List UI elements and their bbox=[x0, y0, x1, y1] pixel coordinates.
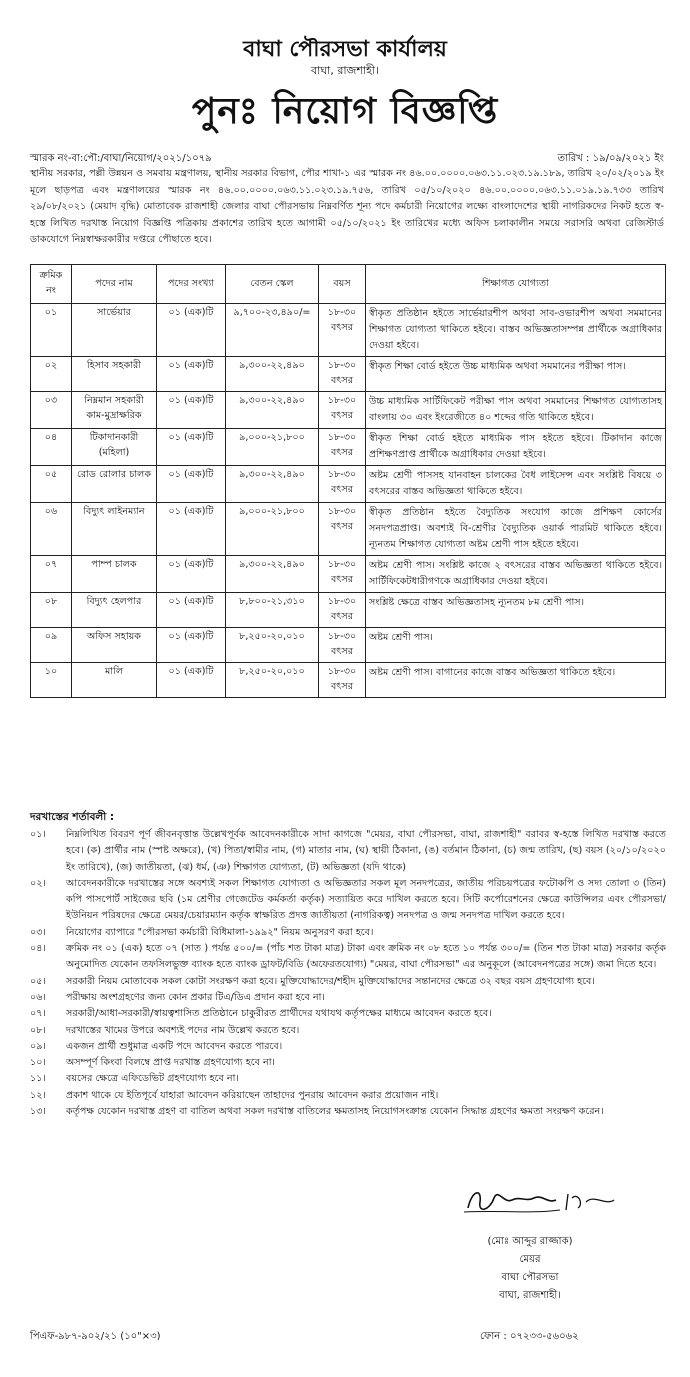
phone-number: ফোন : ০৭২৩৩-৫৬০৬২ bbox=[480, 1331, 579, 1342]
pay-scale: ৮,২৫০-২০,০১০ bbox=[226, 628, 319, 663]
age-limit: ১৮-৩০ বৎসর bbox=[319, 392, 366, 429]
condition-text: একজন প্রার্থী শুধুমাত্র একটি পদে আবেদন করতে পারবে। bbox=[66, 1040, 283, 1052]
qualification: অষ্টম শ্রেণী পাস। বাগানের কাজে বাস্তব অভিজ্ঞতা থাকিতে হইবে। bbox=[366, 663, 666, 698]
post-name: বিদ্যুৎ হেলপার bbox=[72, 593, 157, 628]
serial: ০৬ bbox=[31, 503, 72, 556]
post-count: ০১ (এক)টি bbox=[157, 593, 226, 628]
col-age: বয়স bbox=[319, 265, 366, 304]
post-count: ০১ (এক)টি bbox=[157, 357, 226, 392]
qualification: অষ্টম শ্রেণী পাস। সংশ্লিষ্ট কাজে ২ বৎসরের বাস্তব অভিজ্ঞতা থাকিতে হইবে। সার্টিফিকেটধারীগণকে অগ্রাধিকার দেওয়া হইবে। bbox=[366, 556, 666, 593]
col-scale: বেতন স্কেল bbox=[226, 265, 319, 304]
qualification: স্বীকৃত শিক্ষা বোর্ড হইতে উচ্চ মাধ্যমিক অথবা সমমানের পরীক্ষা পাস। bbox=[366, 357, 666, 392]
condition-item bbox=[30, 1104, 666, 1120]
age-limit: ১৮-৩০ বৎসর bbox=[319, 357, 366, 392]
age-limit: ১৮-৩০ বৎসর bbox=[319, 663, 366, 698]
table-row bbox=[31, 392, 666, 429]
pay-scale: ৯,৭০০-২৩,৪৯০/= bbox=[226, 304, 319, 357]
condition-number: ০৩। bbox=[30, 926, 46, 938]
table-row bbox=[31, 466, 666, 503]
post-name: অফিস সহায়ক bbox=[72, 628, 157, 663]
signatory-place: বাঘা, রাজশাহী। bbox=[499, 1290, 561, 1301]
condition-item bbox=[30, 941, 666, 974]
conditions-heading: দরখাস্তের শর্তাবলী : bbox=[30, 811, 115, 823]
condition-item bbox=[30, 1055, 666, 1071]
condition-number: ১৩। bbox=[30, 1106, 46, 1118]
col-post: পদের নাম bbox=[72, 265, 157, 304]
serial: ০২ bbox=[31, 357, 72, 392]
condition-item bbox=[30, 876, 666, 925]
condition-item bbox=[30, 1039, 666, 1055]
post-name: সার্ভেয়ার bbox=[72, 304, 157, 357]
signatory-name: (মোঃ আব্দুর রাজ্জাক) bbox=[487, 1236, 573, 1247]
serial: ০৩ bbox=[31, 392, 72, 429]
memo-number: স্মারক নং-বা:পৌ:/বাঘা/নিয়োগ/২০২১/১০৭৯ bbox=[30, 153, 212, 164]
office-name: বাঘা পৌরসভা কার্যালয় bbox=[243, 37, 447, 62]
post-count: ০১ (এক)টি bbox=[157, 628, 226, 663]
condition-item bbox=[30, 1023, 666, 1039]
serial: ১০ bbox=[31, 663, 72, 698]
condition-number: ০৪। bbox=[30, 943, 46, 955]
table-row bbox=[31, 304, 666, 357]
condition-number: ০৫। bbox=[30, 975, 46, 987]
condition-text: নিম্নলিখিত বিবরণ পূর্ণ জীবনবৃত্তান্ত উল্লেখপূর্বক আবেদনকারীকে সাদা কাগজে "মেয়র, বাঘা পৌরসভা, বাঘা, রাজশাহী" বরাবর স্ব-হস্তে লিখিত দরখাস্ত করতে হবে। (ক) প্রার্থীর নাম (স্পষ্ট অক্ষরে), (খ) পিতা/স্বামীর নাম, (গ) মাতার নাম, (ঘ) স্থায়ী ঠিকানা, (ঙ) বর্তমান ঠিকানা, (চ) জন্ম তারিখ, (ছ) বয়স (২০/১০/২০২০ ইং তারিখে), (জ) জাতীয়তা, (ঝ) ধর্ম, (ঞ) শিক্ষাগত যোগ্যতা, (ট) অভিজ্ঞতা (যদি থাকে) bbox=[66, 829, 666, 873]
condition-number: ০৭। bbox=[30, 1008, 46, 1020]
qualification: অষ্টম শ্রেণী পাসসহ যানবাহন চালকের বৈধ লাইসেন্স এবং সংশ্লিষ্ট বিষয়ে ৩ বৎসরের বাস্তব অভিজ্ঞতা থাকিতে হইবে। bbox=[366, 466, 666, 503]
condition-item bbox=[30, 1006, 666, 1022]
post-count: ০১ (এক)টি bbox=[157, 466, 226, 503]
footer-code: পিএফ-৯৮৭-৯০২/২১ (১০"×৩) bbox=[30, 1331, 161, 1342]
table-row bbox=[31, 593, 666, 628]
pay-scale: ৯,০০০-২১,৮০০ bbox=[226, 429, 319, 466]
post-count: ০১ (এক)টি bbox=[157, 503, 226, 556]
signatory-office: বাঘা পৌরসভা bbox=[501, 1272, 559, 1283]
condition-text: সরকারী নিয়ম মোতাবেক সকল কোটা সংরক্ষণ করা হবে। মুক্তিযোদ্ধাদের/শহীদ মুক্তিযোদ্ধাদের সন্তানদের ক্ষেত্রে ৩২ বছর বয়স গ্রহণযোগ্য হবে। bbox=[66, 975, 595, 987]
age-limit: ১৮-৩০ বৎসর bbox=[319, 429, 366, 466]
serial: ০৫ bbox=[31, 466, 72, 503]
condition-item bbox=[30, 925, 666, 941]
condition-number: ০১। bbox=[30, 829, 46, 840]
qualification: সংশ্লিষ্ট ক্ষেত্রে বাস্তব অভিজ্ঞতাসহ ন্যূনতম ৮ম শ্রেণী পাস। bbox=[366, 593, 666, 628]
condition-item bbox=[30, 827, 666, 876]
post-count: ০১ (এক)টি bbox=[157, 392, 226, 429]
qualification: অষ্টম শ্রেণী পাস। bbox=[366, 628, 666, 663]
post-name: পাম্প চালক bbox=[72, 556, 157, 593]
vacancy-table bbox=[30, 264, 666, 698]
condition-number: ০৬। bbox=[30, 991, 46, 1003]
col-count: পদের সংখ্যা bbox=[157, 265, 226, 304]
condition-text: বয়সের ক্ষেত্রে এফিডেভিট গ্রহণযোগ্য হবে না। bbox=[66, 1073, 239, 1085]
post-count: ০১ (এক)টি bbox=[157, 429, 226, 466]
serial: ০৪ bbox=[31, 429, 72, 466]
pay-scale: ৯,০০০-২১,৮০০ bbox=[226, 503, 319, 556]
post-name: হিসাব সহকারী bbox=[72, 357, 157, 392]
condition-text: দরখাস্তের খামের উপরে অবশ্যই পদের নাম উল্লেখ করতে হবে। bbox=[66, 1024, 300, 1036]
qualification: স্বীকৃত শিক্ষা বোর্ড হইতে মাধ্যমিক পাস হইতে হইবে। টিকাদান কাজে প্রশিক্ষণপ্রাপ্ত প্রার্থীকে অগ্রাধিকার দেওয়া হইবে। bbox=[366, 429, 666, 466]
condition-number: ০২। bbox=[30, 877, 46, 889]
memo-date: তারিখ : ১৯/০৯/২০২১ ইং bbox=[557, 153, 664, 164]
age-limit: ১৮-৩০ বৎসর bbox=[319, 556, 366, 593]
condition-item bbox=[30, 990, 666, 1006]
post-name: রোড রোলার চালক bbox=[72, 466, 157, 503]
condition-number: ১২। bbox=[30, 1089, 46, 1101]
condition-text: কর্তৃপক্ষ যেকোন দরখাস্ত গ্রহণ বা বাতিল অথবা সকল দরখাস্ত বাতিলের ক্ষমতাসহ নিয়োগসংক্রান্ত যেকোন সিদ্ধান্ত গ্রহণের ক্ষমতা সংরক্ষণ করেন। bbox=[66, 1106, 604, 1118]
serial: ০১ bbox=[31, 304, 72, 357]
condition-text: আবেদনকারীকে দরখাস্তের সঙ্গে অবশ্যই সকল শিক্ষাগত যোগ্যতা ও অভিজ্ঞতার সকল মূল সনদপত্রের, জাতীয় পরিচয়পত্রের ফটোকপি ও সদ্য তোলা ৩ (তিন) কপি পাসপোর্ট সাইজের ছবি (১ম শ্রেণীর গেজেটেড কর্মকর্তা কর্তৃক) সত্যায়িত করে দাখিল করতে হবে। সিটি কর্পোরেশনের ক্ষেত্রে কাউন্সিলর এবং পৌরসভা/ ইউনিয়ন পরিষদের ক্ষেত্রে মেয়র/চেয়ারম্যান কর্তৃক স্বাক্ষরিত প্রদত্ত জাতীয়তা (নাগরিকত্ব) সনদপত্র ও জন্ম সনদপত্র দাখিল করতে হবে। bbox=[66, 877, 666, 922]
condition-number: ০৯। bbox=[30, 1040, 46, 1052]
table-row bbox=[31, 663, 666, 698]
condition-item bbox=[30, 974, 666, 990]
pay-scale: ৯,৩০০-২২,৪৯০ bbox=[226, 466, 319, 503]
qualification: স্বীকৃত প্রতিষ্ঠান হইতে সার্ভেয়ারশীপ অথবা সাব-ওভারশীপ অথবা সমমানের শিক্ষাগত যোগ্যতা থাকিতে হইবে। বাস্তব অভিজ্ঞতাসম্পন্ন প্রার্থীকে অগ্রাধিকার দেওয়া হইবে। bbox=[366, 304, 666, 357]
post-name: বিদ্যুৎ লাইনম্যান bbox=[72, 503, 157, 556]
condition-number: ১০। bbox=[30, 1057, 46, 1069]
condition-text: পরীক্ষায় অংশগ্রহণের জন্য কোন প্রকার টিএ/ডিএ প্রদান করা হবে না। bbox=[66, 991, 325, 1003]
age-limit: ১৮-৩০ বৎসর bbox=[319, 593, 366, 628]
qualification: উচ্চ মাধ্যমিক সার্টিফিকেট পরীক্ষা পাস অথবা সমমানের শিক্ষাগত যোগ্যতাসহ বাংলায় ৩০ এবং ইংরেজীতে ৪০ শব্দের গতি থাকিতে হইবে। bbox=[366, 392, 666, 429]
serial: ০৯ bbox=[31, 628, 72, 663]
pay-scale: ৯,৩০০-২২,৪৯০ bbox=[226, 357, 319, 392]
intro-paragraph: স্থানীয় সরকার, পল্লী উন্নয়ন ও সমবায় মন্ত্রণালয়, স্থানীয় সরকার বিভাগ, পৌর শাখা-১ এর স্মারক নং ৪৬.০০.০০০০.০৬৩.১১.০২৩.১৯.১৮৯, তারিখ ২০/০২/২০১৯ ইং মূলে ছাড়পত্র এবং মন্ত্রণালয়ের স্মারক নং ৪৬.০০.০০০০.০৬৩.১১.০২৩.১৯.৭৫৬, তারিখ ০৫/১০/২০২০ ৪৬.০০.০০০০.০৬৩.১১.০১৯.১৯.৭৩৩ তারিখ ২৯/০৮/২০২১ (মেয়াদ বৃদ্ধি) মোতাবেক রাজশাহী জেলার বাঘা পৌরসভায় নিম্নবর্ণিত শূন্য পদে কর্মচারী নিয়োগের লক্ষ্যে বাংলাদেশের স্থায়ী নাগরিকদের নিকট হতে স্ব-হস্তে লিখিত দরখাস্ত নিয়োগ বিজ্ঞপ্তি পত্রিকায় প্রকাশের তারিখ হতে আগামী ০৫/১০/২০২১ ইং তারিখের মধ্যে অফিস চলাকালীন সময়ে সরাসরি অথবা রেজিস্টার্ড ডাকযোগে নিম্নস্বাক্ষরকারীর দপ্তরে পৌছাতে হবে। bbox=[30, 168, 664, 246]
conditions-list bbox=[30, 827, 666, 1120]
age-limit: ১৮-৩০ বৎসর bbox=[319, 503, 366, 556]
serial: ০৮ bbox=[31, 593, 72, 628]
qualification: স্বীকৃত প্রতিষ্ঠান হইতে বৈদ্যুতিক সংযোগ কাজে প্রশিক্ষণ কোর্সের সনদপত্রপ্রাপ্ত। অবশ্যই বি-শ্রেণীর বৈদ্যুতিক ওয়ার্ক পারমিট থাকিতে হইবে। ন্যূনতম শিক্ষাগত যোগ্যতা অষ্টম শ্রেণী পাস হইতে হইবে। bbox=[366, 503, 666, 556]
table-header-row bbox=[31, 265, 666, 304]
table-row bbox=[31, 628, 666, 663]
age-limit: ১৮-৩০ বৎসর bbox=[319, 304, 366, 357]
post-count: ০১ (এক)টি bbox=[157, 556, 226, 593]
serial: ০৭ bbox=[31, 556, 72, 593]
pay-scale: ৯,৩০০-২২,৪৯০ bbox=[226, 392, 319, 429]
office-address: বাঘা, রাজশাহী। bbox=[311, 64, 379, 77]
condition-text: অসম্পূর্ণ কিংবা বিলম্বে প্রাপ্ত দরখাস্ত গ্রহণযোগ্য হবে না। bbox=[66, 1057, 275, 1069]
condition-text: ক্রমিক নং ০১ (এক) হতে ০৭ (সাত ) পর্যন্ত ৫০০/= (পাঁচ শত টাকা মাত্র) টাকা এবং ক্রমিক নং ০৮ হতে ১০ পর্যন্ত ৩০০/= (তিন শত টাকা মাত্র) সরকার কর্তৃক অনুমোদিত যেকোন তফসিলভুক্ত ব্যাংক হতে ব্যাংক ড্রাফট/বিডি (অফেরতযোগ্য) "মেয়র, বাঘা পৌরসভা" এর অনুকূলে (আবেদনপত্রের সঙ্গে) জমা দিতে হবে। bbox=[66, 943, 666, 971]
pay-scale: ৮,২৫০-২০,০১০ bbox=[226, 663, 319, 698]
table-row bbox=[31, 556, 666, 593]
condition-item bbox=[30, 1088, 666, 1104]
age-limit: ১৮-৩০ বৎসর bbox=[319, 628, 366, 663]
post-name: মালি bbox=[72, 663, 157, 698]
condition-text: নিয়োগের ব্যাপারে "পৌরসভা কর্মচারী বিধিমালা-১৯৯২" নিয়ম অনুসরণ করা হবে। bbox=[66, 926, 374, 938]
age-limit: ১৮-৩০ বৎসর bbox=[319, 466, 366, 503]
col-qualification: শিক্ষাগত যোগ্যতা bbox=[366, 265, 666, 304]
table-row bbox=[31, 429, 666, 466]
table-row bbox=[31, 503, 666, 556]
col-serial: ক্রমিক নং bbox=[31, 265, 72, 304]
post-name: নিম্নমান সহকারী কাম-মুদ্রাক্ষরিক bbox=[72, 392, 157, 429]
signatory-block bbox=[440, 1233, 620, 1305]
condition-number: ০৮। bbox=[30, 1024, 46, 1036]
table-row bbox=[31, 357, 666, 392]
condition-number: ১১। bbox=[30, 1073, 46, 1085]
post-name: টিকাদানকারী (মহিলা) bbox=[72, 429, 157, 466]
post-count: ০১ (এক)টি bbox=[157, 304, 226, 357]
pay-scale: ৯,৩০০-২২,৪৯০ bbox=[226, 556, 319, 593]
notice-title: পুনঃ নিয়োগ বিজ্ঞপ্তি bbox=[191, 91, 499, 132]
condition-text: সরকারী/আধা-সরকারী/স্বায়ত্বশাসিত প্রতিষ্ঠানে চাকুরীরত প্রার্থীদের যথাযথ কর্তৃপক্ষের মাধ্যমে আবেদন করতে হবে। bbox=[66, 1008, 492, 1020]
pay-scale: ৮,৮০০-২১,৩১০ bbox=[226, 593, 319, 628]
signatory-designation: মেয়র bbox=[519, 1254, 541, 1265]
condition-text: প্রকাশ থাকে যে ইতিপূর্বে যাহারা আবেদন করিয়াছেন তাহাদের পুনরায় আবেদন করার প্রয়োজন নাই। bbox=[66, 1089, 439, 1101]
signature-image bbox=[460, 1180, 620, 1220]
condition-item bbox=[30, 1071, 666, 1087]
post-count: ০১ (এক)টি bbox=[157, 663, 226, 698]
